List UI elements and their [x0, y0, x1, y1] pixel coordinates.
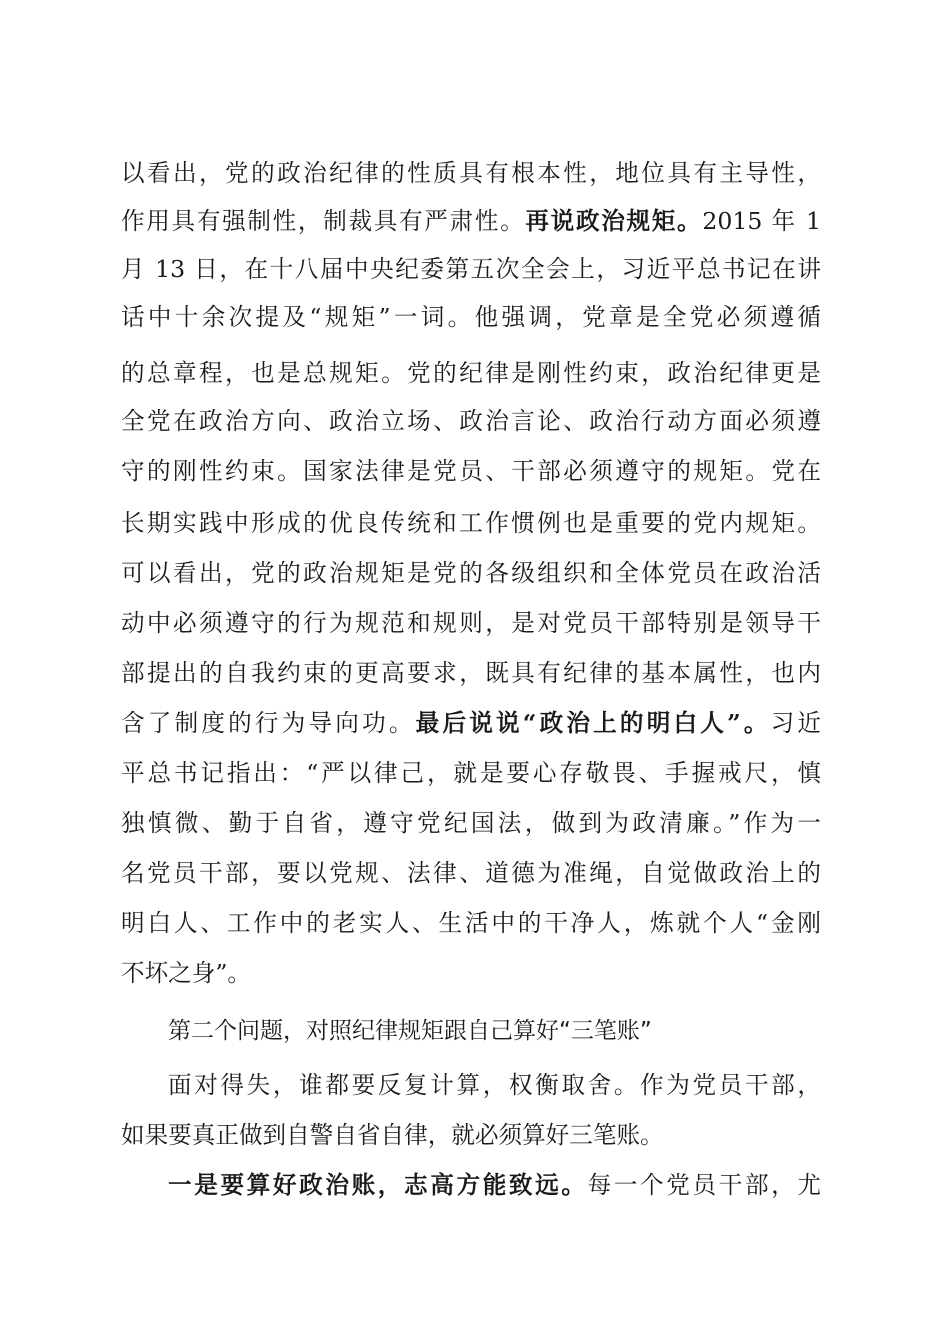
- text-line: [121, 956, 821, 990]
- section-heading-text: 第二个问题，对照纪律规矩跟自己算好“三笔账”: [168, 1018, 652, 1044]
- text-span: 作用具有强制性，制裁具有严肃性。: [121, 207, 526, 235]
- text-line: [168, 1168, 821, 1202]
- text-span: 2015 年 1: [702, 207, 822, 235]
- section-heading: [168, 1014, 821, 1048]
- text-line: [121, 156, 821, 190]
- text-span: 动中必须遵守的行为规范和规则，是对党员干部特别是领导干: [121, 609, 821, 637]
- text-span: 名党员干部，要以党规、法律、道德为准绳，自觉做政治上的: [121, 859, 821, 887]
- text-span: 如果要真正做到自警自省自律，就必须算好三笔账。: [121, 1121, 664, 1149]
- text-line: [121, 454, 821, 488]
- text-line: [121, 204, 821, 238]
- text-span: 明白人、工作中的老实人、生活中的干净人，炼就个人“金刚: [121, 909, 821, 937]
- text-span: 长期实践中形成的优良传统和工作惯例也是重要的党内规矩。: [121, 509, 821, 537]
- text-line: [121, 356, 821, 390]
- text-span: 部提出的自我约束的更高要求，既具有纪律的基本属性，也内: [121, 659, 821, 687]
- text-line: [121, 706, 821, 740]
- text-line: [121, 404, 821, 438]
- bold-phrase: 一是要算好政治账，志高方能致远。: [168, 1171, 588, 1199]
- text-line: [121, 252, 821, 286]
- bold-phrase: 最后说说“政治上的明白人”。: [415, 709, 771, 737]
- text-line: [121, 856, 821, 890]
- text-span: 不坏之身”。: [121, 959, 252, 987]
- text-span: 含了制度的行为导向功。: [121, 709, 416, 737]
- text-span: 的总章程，也是总规矩。党的纪律是刚性约束，政治纪律更是: [121, 359, 821, 387]
- text-line: [121, 556, 821, 590]
- text-span: 可以看出，党的政治规矩是党的各级组织和全体党员在政治活: [121, 559, 821, 587]
- text-line: [121, 300, 821, 334]
- text-line: [121, 756, 821, 790]
- text-span: 平总书记指出：“严以律己，就是要心存敬畏、手握戒尺，慎: [121, 759, 821, 787]
- text-line: [121, 906, 821, 940]
- text-line: [121, 1118, 821, 1152]
- text-span: 每一个党员干部，尤: [587, 1171, 822, 1199]
- bold-phrase: 再说政治规矩。: [525, 207, 703, 235]
- text-span: 话中十余次提及“规矩”一词。他强调，党章是全党必须遵循: [121, 303, 821, 331]
- text-line: [168, 1068, 821, 1102]
- text-span: 全党在政治方向、政治立场、政治言论、政治行动方面必须遵: [121, 407, 821, 435]
- text-line: [121, 506, 821, 540]
- text-span: 面对得失，谁都要反复计算，权衡取舍。作为党员干部，: [168, 1071, 821, 1099]
- text-span: 独慎微、勤于自省，遵守党纪国法，做到为政清廉。”作为一: [121, 809, 821, 837]
- text-span: 月 13 日，在十八届中央纪委第五次全会上，习近平总书记在讲: [121, 255, 821, 283]
- text-span: 以看出，党的政治纪律的性质具有根本性，地位具有主导性，: [121, 159, 821, 187]
- text-line: [121, 806, 821, 840]
- text-line: [121, 606, 821, 640]
- text-span: 守的刚性约束。国家法律是党员、干部必须遵守的规矩。党在: [121, 457, 821, 485]
- text-line: [121, 656, 821, 690]
- text-span: 习近: [770, 709, 822, 737]
